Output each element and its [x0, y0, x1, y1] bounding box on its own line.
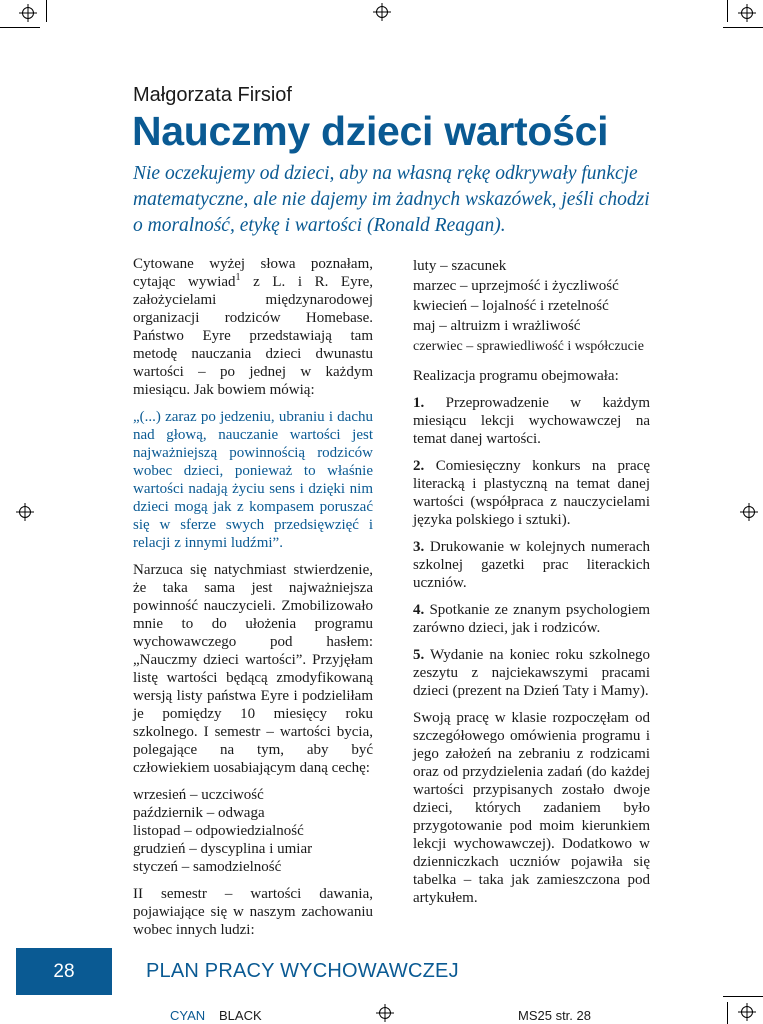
registration-mark-icon — [373, 3, 391, 21]
registration-mark-icon — [16, 503, 34, 521]
paragraph-text: z L. i R. Eyre, założycielami międzynarodowej organizacji rodziców Homebase. Państwo Eyre przedstawiają tam metodę nauczania dzieci dwunastu wartości – po jednej w każdym miesiącu. Jak bowiem mówią: — [133, 274, 373, 398]
item-number: 3. — [413, 539, 425, 555]
author-name: Małgorzata Firsiof — [133, 84, 292, 106]
item-text: Spotkanie ze znanym psychologiem zarówno dzieci, jak i rodziców. — [413, 602, 650, 636]
article-title: Nauczmy dzieci wartości — [132, 108, 609, 154]
footnote-marker: 1 — [235, 272, 241, 283]
item-number: 2. — [413, 458, 425, 474]
paragraph-program-intro: Realizacja programu obejmowała: — [413, 368, 619, 384]
item-text: Wydanie na koniec roku szkolnego zeszytu z najciekawszymi pracami dzieci (prezent na Dzień Taty i Mamy). — [413, 647, 650, 699]
month-list-semester-1 — [133, 786, 373, 876]
item-text: Comiesięczny konkurs na pracę literacką i plastyczną na temat danej wartości (współpraca z nauczycielami języka polskiego i sztuki). — [413, 458, 650, 528]
list-item: maj – altruizm i wrażliwość — [413, 318, 581, 334]
slug-label: MS25 str. 28 — [518, 1008, 591, 1023]
blockquote: „(...) zaraz po jedzeniu, ubraniu i dachu nad głową, nauczanie wartości jest najważniejszą powinnością rodziców wobec dzieci, ponieważ to właśnie wartości nadają życiu sens i dzięki nim dzieci mogą jak z kompasem poruszać się w sferze swych przedsięwzięć i relacji z innymi ludźmi”. — [133, 409, 373, 551]
crop-mark — [46, 0, 47, 22]
list-item: grudzień – dyscyplina i umiar — [133, 841, 313, 857]
crop-mark — [723, 27, 763, 28]
list-item: styczeń – samodzielność — [133, 859, 282, 875]
list-item: luty – szacunek — [413, 258, 507, 274]
numbered-item — [413, 538, 650, 592]
numbered-item — [413, 646, 650, 700]
left-column — [133, 255, 373, 948]
item-text: Przeprowadzenie w każdym miesiącu lekcji wychowawczej na temat danej wartości. — [413, 395, 650, 447]
crop-mark — [723, 996, 763, 997]
paragraph-closing: Swoją pracę w klasie rozpoczęłam od szczegółowego omówienia programu i jego założeń na zebraniu z rodzicami oraz od przydzielenia zadań (do każdej wartości przypisanych zostało dwoje dzieci, których zadaniem było przygotowanie pod moim kierunkiem lekcji wychowawczej). Dodatkowo w dzienniczkach uczniów pojawiła się tabelka – taka jak zamieszczona pod artykułem. — [413, 710, 650, 906]
section-title: PLAN PRACY WYCHOWAWCZEJ — [146, 960, 459, 982]
numbered-item — [413, 394, 650, 448]
item-text: Drukowanie w kolejnych numerach szkolnej gazetki prac literackich uczniów. — [413, 539, 650, 591]
list-item: październik – odwaga — [133, 805, 265, 821]
paragraph-program: Narzuca się natychmiast stwierdzenie, że taka sama jest najważniejsza powinność nauczycieli. Zmobilizowało mnie to do ułożenia programu wychowawczego pod hasłem: „Nauczmy dzieci wartości”. Przyjęłam listę wartości będącą zmodyfikowaną wersją listy państwa Eyre i podzieliłam je pomiędzy 10 miesięcy roku szkolnego. I semestr – wartości bycia, polegające na tym, aby być człowiekiem uosabiającym daną cechę: — [133, 562, 373, 776]
plate-black-label: BLACK — [219, 1008, 262, 1023]
registration-mark-icon — [376, 1004, 394, 1022]
list-item: wrzesień – uczciwość — [133, 787, 264, 803]
paragraph-intro — [133, 255, 373, 399]
item-number: 1. — [413, 395, 425, 411]
registration-mark-icon — [740, 503, 758, 521]
lead-quote: Nie oczekujemy od dzieci, aby na własną rękę odkrywały funkcje matematyczne, ale nie dajemy im żadnych wskazówek, jeśli chodzi o moralność, etykę i wartości (Ronald Reagan). — [133, 163, 650, 236]
paragraph-semester-2: II semestr – wartości dawania, pojawiające się w naszym zachowaniu wobec innych ludzi: — [133, 886, 373, 938]
month-list-semester-2 — [413, 256, 650, 358]
plate-cyan-label: CYAN — [170, 1008, 206, 1023]
list-item: czerwiec – sprawiedliwość i współczucie — [413, 339, 644, 354]
item-number: 4. — [413, 602, 425, 618]
numbered-item — [413, 457, 650, 529]
registration-mark-icon — [19, 4, 37, 22]
registration-mark-icon — [738, 1003, 756, 1021]
crop-mark — [727, 0, 728, 22]
page-number: 28 — [16, 948, 112, 995]
registration-mark-icon — [738, 4, 756, 22]
crop-mark — [0, 27, 40, 28]
list-item: kwiecień – lojalność i rzetelność — [413, 298, 609, 314]
item-number: 5. — [413, 647, 425, 663]
numbered-item — [413, 601, 650, 637]
paragraph-text: Cytowane wyżej słowa poznałam, cytając wywiad — [133, 256, 373, 290]
crop-mark — [727, 1002, 728, 1024]
right-column — [413, 256, 650, 916]
list-item: listopad – odpowiedzialność — [133, 823, 304, 839]
list-item: marzec – uprzejmość i życzliwość — [413, 278, 619, 294]
